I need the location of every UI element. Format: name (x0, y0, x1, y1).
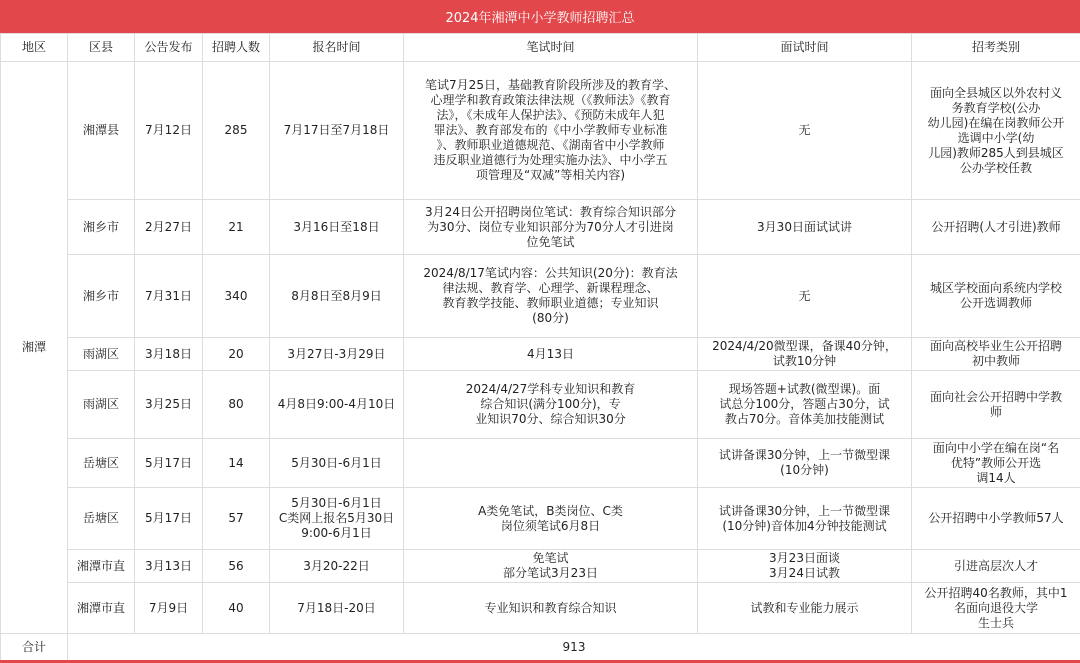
total-label: 合计 (1, 634, 68, 662)
county-cell: 岳塘区 (68, 439, 135, 488)
signup-cell: 7月18日-20日 (270, 583, 404, 634)
announce-cell: 5月17日 (135, 488, 203, 550)
category-cell: 引进高层次人才 (912, 550, 1080, 583)
written-cell: 3月24日公开招聘岗位笔试：教育综合知识部分 为30分、岗位专业知识部分为70分人才引进岗 位免笔试 (404, 200, 698, 255)
header-written: 笔试时间 (404, 34, 698, 62)
table-row (1, 583, 1080, 634)
written-cell (404, 439, 698, 488)
announce-cell: 7月9日 (135, 583, 203, 634)
recruitment-table (0, 33, 1080, 663)
count-cell: 21 (203, 200, 270, 255)
region-cell: 湘潭 (1, 62, 68, 634)
signup-cell: 3月27日-3月29日 (270, 338, 404, 371)
signup-cell: 8月8日至8月9日 (270, 255, 404, 338)
count-cell: 14 (203, 439, 270, 488)
category-cell: 面向全县城区以外农村义 务教育学校(公办 幼儿园)在编在岗教师公开 选调中小学(幼 儿园)教师285人到县城区 公办学校任教 (912, 62, 1080, 200)
table-row (1, 338, 1080, 371)
written-cell: 2024/8/17笔试内容：公共知识(20分)：教育法 律法规、教育学、心理学、新课程理念、 教育教学技能、教师职业道德；专业知识 (80分) (404, 255, 698, 338)
announce-cell: 3月18日 (135, 338, 203, 371)
county-cell: 湘潭县 (68, 62, 135, 200)
header-row (1, 34, 1080, 62)
county-cell: 雨湖区 (68, 371, 135, 439)
county-cell: 湘乡市 (68, 200, 135, 255)
signup-cell: 5月30日-6月1日 (270, 439, 404, 488)
written-cell: 4月13日 (404, 338, 698, 371)
interview-cell: 试教和专业能力展示 (698, 583, 912, 634)
announce-cell: 7月12日 (135, 62, 203, 200)
table-row (1, 488, 1080, 550)
table-row (1, 255, 1080, 338)
category-cell: 公开招聘中小学教师57人 (912, 488, 1080, 550)
written-cell: A类免笔试，B类岗位、C类 岗位须笔试6月8日 (404, 488, 698, 550)
written-cell: 免笔试 部分笔试3月23日 (404, 550, 698, 583)
total-value: 913 (68, 634, 1080, 662)
signup-cell: 3月16日至18日 (270, 200, 404, 255)
written-cell: 笔试7月25日，基础教育阶段所涉及的教育学、 心理学和教育政策法律法规（《教师法》《教育 法》，《未成年人保护法》、《预防未成年人犯 罪法》、教育部发布的《中小学教师专业标准 》、教师职业道德规范、《湖南省中小学教师 违反职业道德行为处理实施办法》、中小学五 项管理及“双减”等相关内容) (404, 62, 698, 200)
count-cell: 40 (203, 583, 270, 634)
header-interview: 面试时间 (698, 34, 912, 62)
count-cell: 80 (203, 371, 270, 439)
announce-cell: 2月27日 (135, 200, 203, 255)
category-cell: 面向高校毕业生公开招聘 初中教师 (912, 338, 1080, 371)
county-cell: 雨湖区 (68, 338, 135, 371)
table-row (1, 200, 1080, 255)
header-region: 地区 (1, 34, 68, 62)
signup-cell: 3月20-22日 (270, 550, 404, 583)
county-cell: 岳塘区 (68, 488, 135, 550)
table-row (1, 439, 1080, 488)
interview-cell: 无 (698, 62, 912, 200)
category-cell: 公开招聘40名教师，其中1 名面向退役大学 生士兵 (912, 583, 1080, 634)
interview-cell: 3月30日面试试讲 (698, 200, 912, 255)
signup-cell: 4月8日9:00-4月10日 (270, 371, 404, 439)
table-row (1, 62, 1080, 200)
interview-cell: 无 (698, 255, 912, 338)
announce-cell: 7月31日 (135, 255, 203, 338)
header-category: 招考类别 (912, 34, 1080, 62)
announce-cell: 3月13日 (135, 550, 203, 583)
county-cell: 湘潭市直 (68, 583, 135, 634)
signup-cell: 5月30日-6月1日 C类网上报名5月30日 9:00-6月1日 (270, 488, 404, 550)
table-title: 2024年湘潭中小学教师招聘汇总 (0, 0, 1080, 33)
county-cell: 湘潭市直 (68, 550, 135, 583)
category-cell: 公开招聘(人才引进)教师 (912, 200, 1080, 255)
written-cell: 专业知识和教育综合知识 (404, 583, 698, 634)
count-cell: 57 (203, 488, 270, 550)
announce-cell: 5月17日 (135, 439, 203, 488)
interview-cell: 2024/4/20微型课，备课40分钟， 试教10分钟 (698, 338, 912, 371)
category-cell: 面向中小学在编在岗“名 优特”教师公开选 调14人 (912, 439, 1080, 488)
count-cell: 285 (203, 62, 270, 200)
signup-cell: 7月17日至7月18日 (270, 62, 404, 200)
interview-cell: 试讲备课30分钟，上一节微型课 (10分钟) (698, 439, 912, 488)
announce-cell: 3月25日 (135, 371, 203, 439)
interview-cell: 试讲备课30分钟，上一节微型课 (10分钟)音体加4分钟技能测试 (698, 488, 912, 550)
interview-cell: 3月23日面谈 3月24日试教 (698, 550, 912, 583)
written-cell: 2024/4/27学科专业知识和教育 综合知识(满分100分)，专 业知识70分、综合知识30分 (404, 371, 698, 439)
header-count: 招聘人数 (203, 34, 270, 62)
category-cell: 城区学校面向系统内学校 公开选调教师 (912, 255, 1080, 338)
count-cell: 340 (203, 255, 270, 338)
total-row (1, 634, 1080, 662)
count-cell: 56 (203, 550, 270, 583)
header-county: 区县 (68, 34, 135, 62)
interview-cell: 现场答题+试教(微型课)。面 试总分100分，答题占30分，试 教占70分。音体美加技能测试 (698, 371, 912, 439)
header-announce: 公告发布 (135, 34, 203, 62)
header-signup: 报名时间 (270, 34, 404, 62)
category-cell: 面向社会公开招聘中学教 师 (912, 371, 1080, 439)
table-row (1, 550, 1080, 583)
count-cell: 20 (203, 338, 270, 371)
table-row (1, 371, 1080, 439)
county-cell: 湘乡市 (68, 255, 135, 338)
